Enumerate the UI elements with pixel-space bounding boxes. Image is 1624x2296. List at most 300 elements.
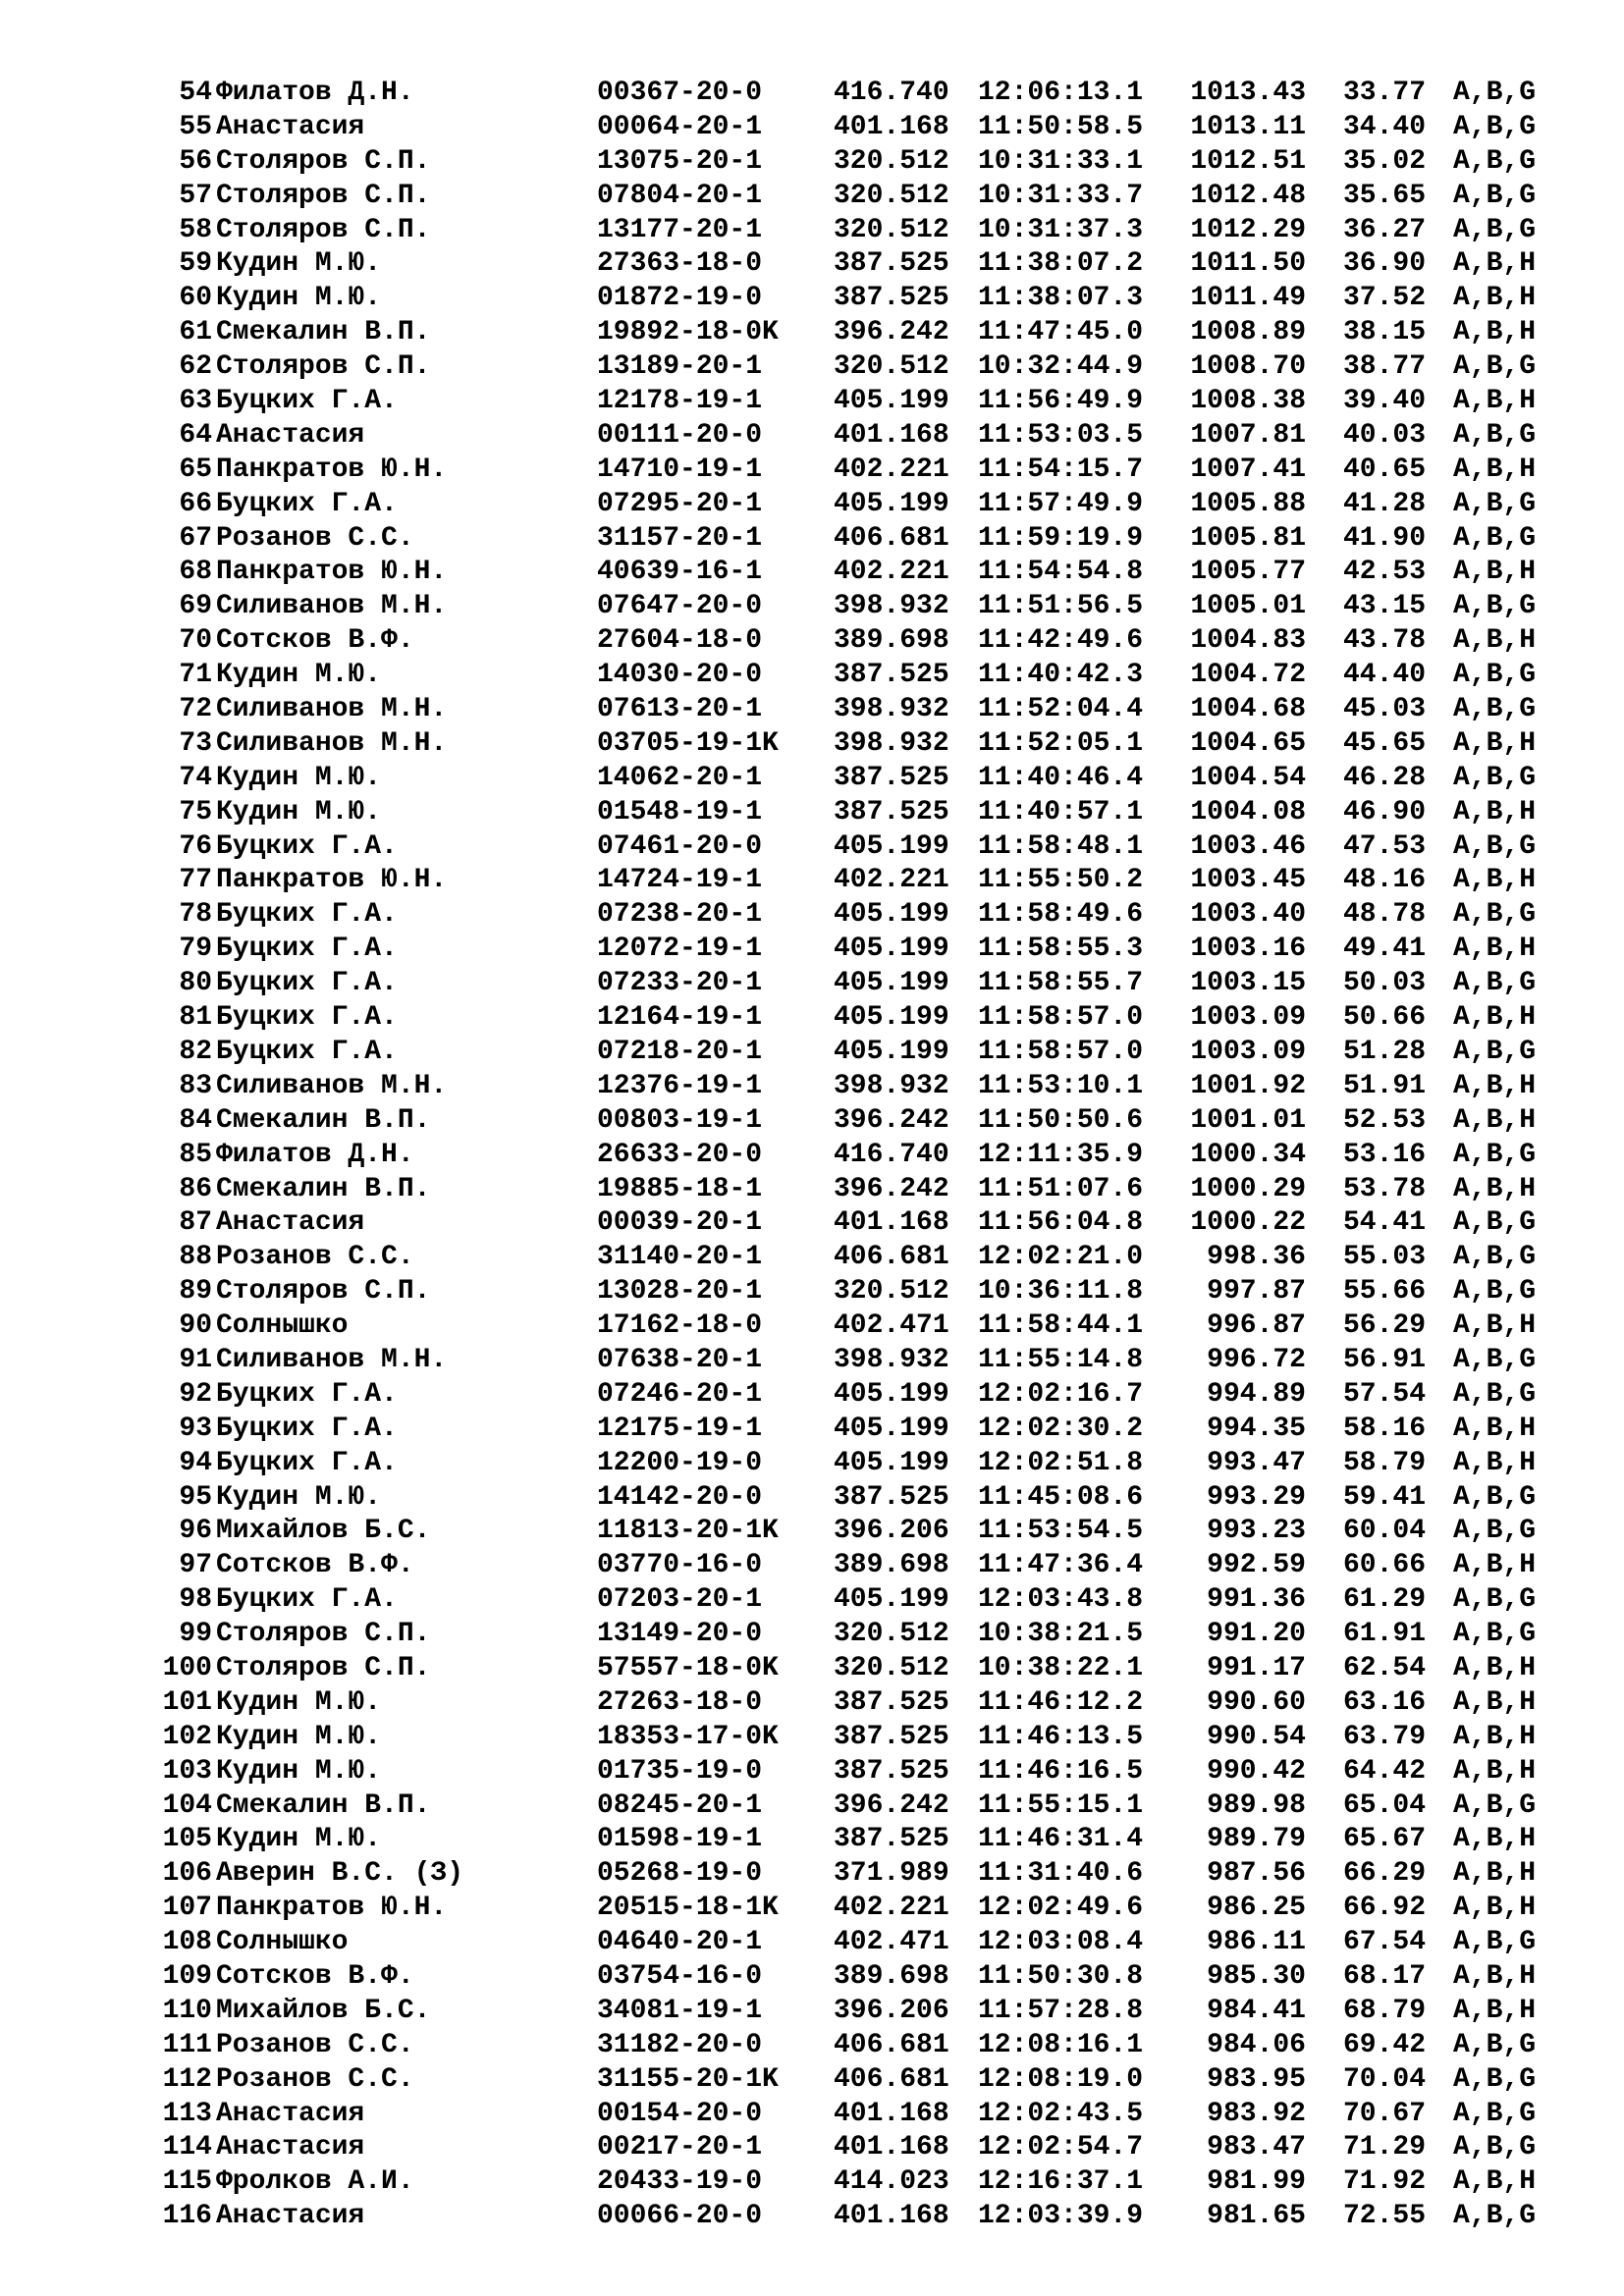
arrival-time-cell: 11:58:57.0 xyxy=(978,1036,1144,1067)
place-cell: 77 xyxy=(179,865,212,896)
place-cell: 92 xyxy=(179,1378,212,1410)
arrival-time-cell: 11:58:44.1 xyxy=(978,1310,1144,1342)
distance-cell: 320.512 xyxy=(834,1276,949,1308)
groups-cell: A,B,H xyxy=(1453,1893,1537,1924)
table-row xyxy=(0,1036,1624,1070)
ring-number-cell: 13149-20-0 xyxy=(597,1619,763,1650)
groups-cell: A,B,H xyxy=(1453,386,1537,417)
fancier-name-cell: Кудин М.Ю. xyxy=(216,1481,382,1513)
fancier-name-cell: Столяров С.П. xyxy=(216,214,431,245)
fancier-name-cell: Смекалин В.П. xyxy=(216,1173,431,1204)
ring-number-cell: 00064-20-1 xyxy=(597,111,763,142)
distance-cell: 389.698 xyxy=(834,1550,949,1581)
groups-cell: A,B,G xyxy=(1453,830,1537,862)
place-cell: 113 xyxy=(162,2098,212,2129)
table-row xyxy=(0,454,1624,488)
coefficient-cell: 55.03 xyxy=(1343,1242,1427,1273)
distance-cell: 320.512 xyxy=(834,1652,949,1683)
arrival-time-cell: 11:58:48.1 xyxy=(978,830,1144,862)
table-row xyxy=(0,350,1624,385)
coefficient-cell: 35.02 xyxy=(1343,145,1427,177)
speed-cell: 981.99 xyxy=(1207,2166,1306,2198)
groups-cell: A,B,G xyxy=(1453,78,1537,108)
ring-number-cell: 07638-20-1 xyxy=(597,1344,763,1375)
distance-cell: 320.512 xyxy=(834,1619,949,1650)
table-row xyxy=(0,762,1624,796)
ring-number-cell: 34081-19-1 xyxy=(597,1995,763,2026)
coefficient-cell: 66.92 xyxy=(1343,1893,1427,1924)
groups-cell: A,B,G xyxy=(1453,660,1537,691)
coefficient-cell: 72.55 xyxy=(1343,2201,1427,2232)
place-cell: 69 xyxy=(179,591,212,622)
ring-number-cell: 13028-20-1 xyxy=(597,1276,763,1308)
fancier-name-cell: Кудин М.Ю. xyxy=(216,762,382,793)
groups-cell: A,B,H xyxy=(1453,454,1537,485)
arrival-time-cell: 12:11:35.9 xyxy=(978,1139,1144,1170)
table-row xyxy=(0,1652,1624,1686)
ring-number-cell: 12175-19-1 xyxy=(597,1413,763,1444)
groups-cell: A,B,H xyxy=(1453,865,1537,896)
speed-cell: 998.36 xyxy=(1207,1242,1306,1273)
distance-cell: 401.168 xyxy=(834,111,949,142)
fancier-name-cell: Сотсков В.Ф. xyxy=(216,1550,414,1581)
place-cell: 84 xyxy=(179,1104,212,1136)
speed-cell: 1003.16 xyxy=(1190,934,1306,965)
coefficient-cell: 41.90 xyxy=(1343,522,1427,554)
arrival-time-cell: 12:02:21.0 xyxy=(978,1242,1144,1273)
coefficient-cell: 58.16 xyxy=(1343,1413,1427,1444)
arrival-time-cell: 10:38:22.1 xyxy=(978,1652,1144,1683)
arrival-time-cell: 11:52:05.1 xyxy=(978,727,1144,759)
table-row xyxy=(0,1892,1624,1926)
fancier-name-cell: Буцких Г.А. xyxy=(216,899,398,931)
arrival-time-cell: 11:59:19.9 xyxy=(978,522,1144,554)
distance-cell: 405.199 xyxy=(834,1036,949,1067)
arrival-time-cell: 11:54:54.8 xyxy=(978,557,1144,588)
distance-cell: 405.199 xyxy=(834,830,949,862)
distance-cell: 405.199 xyxy=(834,1002,949,1034)
table-row xyxy=(0,522,1624,557)
distance-cell: 387.525 xyxy=(834,1686,949,1718)
arrival-time-cell: 11:42:49.6 xyxy=(978,625,1144,657)
fancier-name-cell: Буцких Г.А. xyxy=(216,1447,398,1478)
place-cell: 74 xyxy=(179,762,212,793)
table-row xyxy=(0,2131,1624,2165)
distance-cell: 405.199 xyxy=(834,1413,949,1444)
coefficient-cell: 38.15 xyxy=(1343,317,1427,348)
coefficient-cell: 43.78 xyxy=(1343,625,1427,657)
table-row xyxy=(0,659,1624,693)
fancier-name-cell: Силиванов М.Н. xyxy=(216,1344,448,1375)
place-cell: 112 xyxy=(162,2063,212,2095)
arrival-time-cell: 12:16:37.1 xyxy=(978,2166,1144,2198)
table-row xyxy=(0,1378,1624,1413)
fancier-name-cell: Буцких Г.А. xyxy=(216,1378,398,1410)
ring-number-cell: 26633-20-0 xyxy=(597,1139,763,1170)
groups-cell: A,B,G xyxy=(1453,1036,1537,1067)
coefficient-cell: 50.66 xyxy=(1343,1002,1427,1034)
ring-number-cell: 27604-18-0 xyxy=(597,625,763,657)
table-row xyxy=(0,385,1624,419)
coefficient-cell: 45.03 xyxy=(1343,694,1427,725)
table-row xyxy=(0,282,1624,316)
coefficient-cell: 69.42 xyxy=(1343,2029,1427,2060)
fancier-name-cell: Столяров С.П. xyxy=(216,145,431,177)
speed-cell: 1012.51 xyxy=(1190,145,1306,177)
distance-cell: 402.221 xyxy=(834,865,949,896)
place-cell: 55 xyxy=(179,111,212,142)
groups-cell: A,B,G xyxy=(1453,694,1537,725)
speed-cell: 1012.48 xyxy=(1190,180,1306,211)
table-row xyxy=(0,1447,1624,1481)
coefficient-cell: 58.79 xyxy=(1343,1447,1427,1478)
table-row xyxy=(0,1241,1624,1275)
groups-cell: A,B,G xyxy=(1453,1927,1537,1958)
fancier-name-cell: Панкратов Ю.Н. xyxy=(216,865,448,896)
place-cell: 109 xyxy=(162,1960,212,1992)
speed-cell: 1005.01 xyxy=(1190,591,1306,622)
table-row xyxy=(0,2165,1624,2200)
groups-cell: A,B,H xyxy=(1453,1652,1537,1683)
speed-cell: 1013.11 xyxy=(1190,111,1306,142)
groups-cell: A,B,H xyxy=(1453,248,1537,280)
distance-cell: 406.681 xyxy=(834,2029,949,2060)
fancier-name-cell: Фролков А.И. xyxy=(216,2166,414,2198)
coefficient-cell: 61.91 xyxy=(1343,1619,1427,1650)
place-cell: 97 xyxy=(179,1550,212,1581)
table-row xyxy=(0,556,1624,590)
arrival-time-cell: 11:55:50.2 xyxy=(978,865,1144,896)
groups-cell: A,B,G xyxy=(1453,488,1537,519)
table-row xyxy=(0,1481,1624,1516)
distance-cell: 387.525 xyxy=(834,1481,949,1513)
coefficient-cell: 52.53 xyxy=(1343,1104,1427,1136)
groups-cell: A,B,G xyxy=(1453,1344,1537,1375)
speed-cell: 1004.72 xyxy=(1190,660,1306,691)
coefficient-cell: 71.92 xyxy=(1343,2166,1427,2198)
table-row xyxy=(0,1618,1624,1652)
groups-cell: A,B,G xyxy=(1453,522,1537,554)
table-row xyxy=(0,933,1624,967)
place-cell: 80 xyxy=(179,968,212,999)
groups-cell: A,B,H xyxy=(1453,1002,1537,1034)
speed-cell: 1012.29 xyxy=(1190,214,1306,245)
place-cell: 115 xyxy=(162,2166,212,2198)
place-cell: 85 xyxy=(179,1139,212,1170)
groups-cell: A,B,H xyxy=(1453,557,1537,588)
distance-cell: 320.512 xyxy=(834,180,949,211)
coefficient-cell: 63.16 xyxy=(1343,1686,1427,1718)
table-row xyxy=(0,2029,1624,2063)
speed-cell: 996.72 xyxy=(1207,1344,1306,1375)
place-cell: 104 xyxy=(162,1789,212,1821)
place-cell: 105 xyxy=(162,1824,212,1855)
fancier-name-cell: Кудин М.Ю. xyxy=(216,660,382,691)
distance-cell: 320.512 xyxy=(834,351,949,383)
coefficient-cell: 59.41 xyxy=(1343,1481,1427,1513)
distance-cell: 406.681 xyxy=(834,1242,949,1273)
fancier-name-cell: Кудин М.Ю. xyxy=(216,1686,382,1718)
place-cell: 60 xyxy=(179,283,212,314)
table-row xyxy=(0,796,1624,830)
arrival-time-cell: 11:46:12.2 xyxy=(978,1686,1144,1718)
distance-cell: 396.242 xyxy=(834,317,949,348)
distance-cell: 389.698 xyxy=(834,625,949,657)
fancier-name-cell: Сотсков В.Ф. xyxy=(216,625,414,657)
speed-cell: 1004.68 xyxy=(1190,694,1306,725)
distance-cell: 406.681 xyxy=(834,2063,949,2095)
groups-cell: A,B,H xyxy=(1453,317,1537,348)
table-row xyxy=(0,1583,1624,1618)
ring-number-cell: 07461-20-0 xyxy=(597,830,763,862)
arrival-time-cell: 11:58:49.6 xyxy=(978,899,1144,931)
arrival-time-cell: 12:03:43.8 xyxy=(978,1584,1144,1616)
fancier-name-cell: Буцких Г.А. xyxy=(216,488,398,519)
table-row xyxy=(0,2098,1624,2132)
speed-cell: 981.65 xyxy=(1207,2201,1306,2232)
place-cell: 116 xyxy=(162,2201,212,2232)
place-cell: 99 xyxy=(179,1619,212,1650)
fancier-name-cell: Михайлов Б.С. xyxy=(216,1995,431,2026)
distance-cell: 398.932 xyxy=(834,727,949,759)
coefficient-cell: 34.40 xyxy=(1343,111,1427,142)
place-cell: 56 xyxy=(179,145,212,177)
groups-cell: A,B,G xyxy=(1453,1139,1537,1170)
place-cell: 89 xyxy=(179,1276,212,1308)
place-cell: 106 xyxy=(162,1858,212,1890)
groups-cell: A,B,G xyxy=(1453,1276,1537,1308)
speed-cell: 991.20 xyxy=(1207,1619,1306,1650)
ring-number-cell: 07218-20-1 xyxy=(597,1036,763,1067)
ring-number-cell: 00111-20-0 xyxy=(597,419,763,451)
groups-cell: A,B,G xyxy=(1453,2098,1537,2129)
ring-number-cell: 07295-20-1 xyxy=(597,488,763,519)
speed-cell: 1001.92 xyxy=(1190,1070,1306,1101)
place-cell: 100 xyxy=(162,1652,212,1683)
arrival-time-cell: 11:46:16.5 xyxy=(978,1755,1144,1787)
speed-cell: 1013.43 xyxy=(1190,78,1306,108)
coefficient-cell: 46.90 xyxy=(1343,796,1427,828)
groups-cell: A,B,H xyxy=(1453,1755,1537,1787)
table-row xyxy=(0,1755,1624,1789)
fancier-name-cell: Розанов С.С. xyxy=(216,2029,414,2060)
place-cell: 81 xyxy=(179,1002,212,1034)
speed-cell: 983.95 xyxy=(1207,2063,1306,2095)
ring-number-cell: 11813-20-1K xyxy=(597,1516,779,1547)
speed-cell: 986.11 xyxy=(1207,1927,1306,1958)
place-cell: 58 xyxy=(179,214,212,245)
coefficient-cell: 66.29 xyxy=(1343,1858,1427,1890)
coefficient-cell: 35.65 xyxy=(1343,180,1427,211)
speed-cell: 1003.15 xyxy=(1190,968,1306,999)
coefficient-cell: 48.16 xyxy=(1343,865,1427,896)
distance-cell: 406.681 xyxy=(834,522,949,554)
results-table xyxy=(0,77,1624,2234)
table-row xyxy=(0,488,1624,522)
groups-cell: A,B,H xyxy=(1453,1310,1537,1342)
distance-cell: 387.525 xyxy=(834,283,949,314)
distance-cell: 405.199 xyxy=(834,1584,949,1616)
arrival-time-cell: 11:38:07.3 xyxy=(978,283,1144,314)
fancier-name-cell: Буцких Г.А. xyxy=(216,1036,398,1067)
groups-cell: A,B,H xyxy=(1453,796,1537,828)
arrival-time-cell: 11:46:31.4 xyxy=(978,1824,1144,1855)
ring-number-cell: 12072-19-1 xyxy=(597,934,763,965)
place-cell: 75 xyxy=(179,796,212,828)
distance-cell: 416.740 xyxy=(834,1139,949,1170)
ring-number-cell: 19892-18-0K xyxy=(597,317,779,348)
groups-cell: A,B,H xyxy=(1453,1686,1537,1718)
speed-cell: 996.87 xyxy=(1207,1310,1306,1342)
speed-cell: 1000.22 xyxy=(1190,1207,1306,1239)
speed-cell: 1003.40 xyxy=(1190,899,1306,931)
coefficient-cell: 46.28 xyxy=(1343,762,1427,793)
arrival-time-cell: 10:32:44.9 xyxy=(978,351,1144,383)
place-cell: 62 xyxy=(179,351,212,383)
table-row xyxy=(0,1823,1624,1857)
coefficient-cell: 63.79 xyxy=(1343,1721,1427,1752)
fancier-name-cell: Буцких Г.А. xyxy=(216,386,398,417)
coefficient-cell: 56.91 xyxy=(1343,1344,1427,1375)
ring-number-cell: 57557-18-0K xyxy=(597,1652,779,1683)
distance-cell: 398.932 xyxy=(834,591,949,622)
coefficient-cell: 65.04 xyxy=(1343,1789,1427,1821)
fancier-name-cell: Розанов С.С. xyxy=(216,1242,414,1273)
distance-cell: 396.242 xyxy=(834,1173,949,1204)
ring-number-cell: 31140-20-1 xyxy=(597,1242,763,1273)
distance-cell: 402.471 xyxy=(834,1927,949,1958)
distance-cell: 401.168 xyxy=(834,2201,949,2232)
fancier-name-cell: Анастасия xyxy=(216,2132,365,2163)
groups-cell: A,B,H xyxy=(1453,1858,1537,1890)
distance-cell: 402.221 xyxy=(834,557,949,588)
table-row xyxy=(0,1104,1624,1139)
distance-cell: 405.199 xyxy=(834,1378,949,1410)
speed-cell: 1004.65 xyxy=(1190,727,1306,759)
distance-cell: 416.740 xyxy=(834,78,949,108)
coefficient-cell: 64.42 xyxy=(1343,1755,1427,1787)
ring-number-cell: 01548-19-1 xyxy=(597,796,763,828)
table-row xyxy=(0,830,1624,865)
fancier-name-cell: Буцких Г.А. xyxy=(216,934,398,965)
groups-cell: A,B,H xyxy=(1453,1447,1537,1478)
arrival-time-cell: 12:02:54.7 xyxy=(978,2132,1144,2163)
speed-cell: 992.59 xyxy=(1207,1550,1306,1581)
arrival-time-cell: 11:38:07.2 xyxy=(978,248,1144,280)
coefficient-cell: 51.91 xyxy=(1343,1070,1427,1101)
distance-cell: 398.932 xyxy=(834,1070,949,1101)
distance-cell: 396.206 xyxy=(834,1995,949,2026)
fancier-name-cell: Столяров С.П. xyxy=(216,1652,431,1683)
fancier-name-cell: Столяров С.П. xyxy=(216,1276,431,1308)
groups-cell: A,B,G xyxy=(1453,2201,1537,2232)
place-cell: 61 xyxy=(179,317,212,348)
speed-cell: 1007.81 xyxy=(1190,419,1306,451)
distance-cell: 398.932 xyxy=(834,1344,949,1375)
groups-cell: A,B,G xyxy=(1453,1207,1537,1239)
arrival-time-cell: 11:57:28.8 xyxy=(978,1995,1144,2026)
arrival-time-cell: 11:53:10.1 xyxy=(978,1070,1144,1101)
ring-number-cell: 01872-19-0 xyxy=(597,283,763,314)
coefficient-cell: 67.54 xyxy=(1343,1927,1427,1958)
speed-cell: 1005.81 xyxy=(1190,522,1306,554)
arrival-time-cell: 12:03:39.9 xyxy=(978,2201,1144,2232)
ring-number-cell: 13177-20-1 xyxy=(597,214,763,245)
arrival-time-cell: 11:46:13.5 xyxy=(978,1721,1144,1752)
speed-cell: 986.25 xyxy=(1207,1893,1306,1924)
speed-cell: 994.89 xyxy=(1207,1378,1306,1410)
table-row xyxy=(0,111,1624,145)
coefficient-cell: 61.29 xyxy=(1343,1584,1427,1616)
distance-cell: 401.168 xyxy=(834,419,949,451)
coefficient-cell: 70.67 xyxy=(1343,2098,1427,2129)
groups-cell: A,B,G xyxy=(1453,1378,1537,1410)
place-cell: 101 xyxy=(162,1686,212,1718)
place-cell: 82 xyxy=(179,1036,212,1067)
distance-cell: 401.168 xyxy=(834,2132,949,2163)
table-row xyxy=(0,247,1624,282)
table-row xyxy=(0,898,1624,933)
groups-cell: A,B,G xyxy=(1453,2029,1537,2060)
place-cell: 65 xyxy=(179,454,212,485)
coefficient-cell: 43.15 xyxy=(1343,591,1427,622)
table-row xyxy=(0,967,1624,1001)
coefficient-cell: 54.41 xyxy=(1343,1207,1427,1239)
table-row xyxy=(0,1173,1624,1207)
fancier-name-cell: Солнышко xyxy=(216,1310,349,1342)
arrival-time-cell: 11:47:45.0 xyxy=(978,317,1144,348)
coefficient-cell: 41.28 xyxy=(1343,488,1427,519)
arrival-time-cell: 10:31:33.7 xyxy=(978,180,1144,211)
coefficient-cell: 55.66 xyxy=(1343,1276,1427,1308)
distance-cell: 396.206 xyxy=(834,1516,949,1547)
fancier-name-cell: Анастасия xyxy=(216,2201,365,2232)
ring-number-cell: 12178-19-1 xyxy=(597,386,763,417)
ring-number-cell: 20433-19-0 xyxy=(597,2166,763,2198)
table-row xyxy=(0,693,1624,727)
speed-cell: 984.41 xyxy=(1207,1995,1306,2026)
ring-number-cell: 05268-19-0 xyxy=(597,1858,763,1890)
groups-cell: A,B,H xyxy=(1453,1824,1537,1855)
coefficient-cell: 44.40 xyxy=(1343,660,1427,691)
fancier-name-cell: Силиванов М.Н. xyxy=(216,591,448,622)
speed-cell: 987.56 xyxy=(1207,1858,1306,1890)
place-cell: 83 xyxy=(179,1070,212,1101)
fancier-name-cell: Кудин М.Ю. xyxy=(216,1824,382,1855)
groups-cell: A,B,G xyxy=(1453,2132,1537,2163)
fancier-name-cell: Сотсков В.Ф. xyxy=(216,1960,414,1992)
ring-number-cell: 27363-18-0 xyxy=(597,248,763,280)
ring-number-cell: 14062-20-1 xyxy=(597,762,763,793)
table-row xyxy=(0,1857,1624,1892)
table-row xyxy=(0,1001,1624,1036)
groups-cell: A,B,G xyxy=(1453,968,1537,999)
fancier-name-cell: Буцких Г.А. xyxy=(216,1413,398,1444)
fancier-name-cell: Буцких Г.А. xyxy=(216,830,398,862)
fancier-name-cell: Анастасия xyxy=(216,111,365,142)
distance-cell: 387.525 xyxy=(834,1755,949,1787)
ring-number-cell: 07246-20-1 xyxy=(597,1378,763,1410)
distance-cell: 405.199 xyxy=(834,386,949,417)
distance-cell: 405.199 xyxy=(834,934,949,965)
table-row xyxy=(0,1139,1624,1173)
groups-cell: A,B,G xyxy=(1453,419,1537,451)
distance-cell: 405.199 xyxy=(834,968,949,999)
coefficient-cell: 47.53 xyxy=(1343,830,1427,862)
place-cell: 86 xyxy=(179,1173,212,1204)
ring-number-cell: 00217-20-1 xyxy=(597,2132,763,2163)
arrival-time-cell: 11:58:55.7 xyxy=(978,968,1144,999)
